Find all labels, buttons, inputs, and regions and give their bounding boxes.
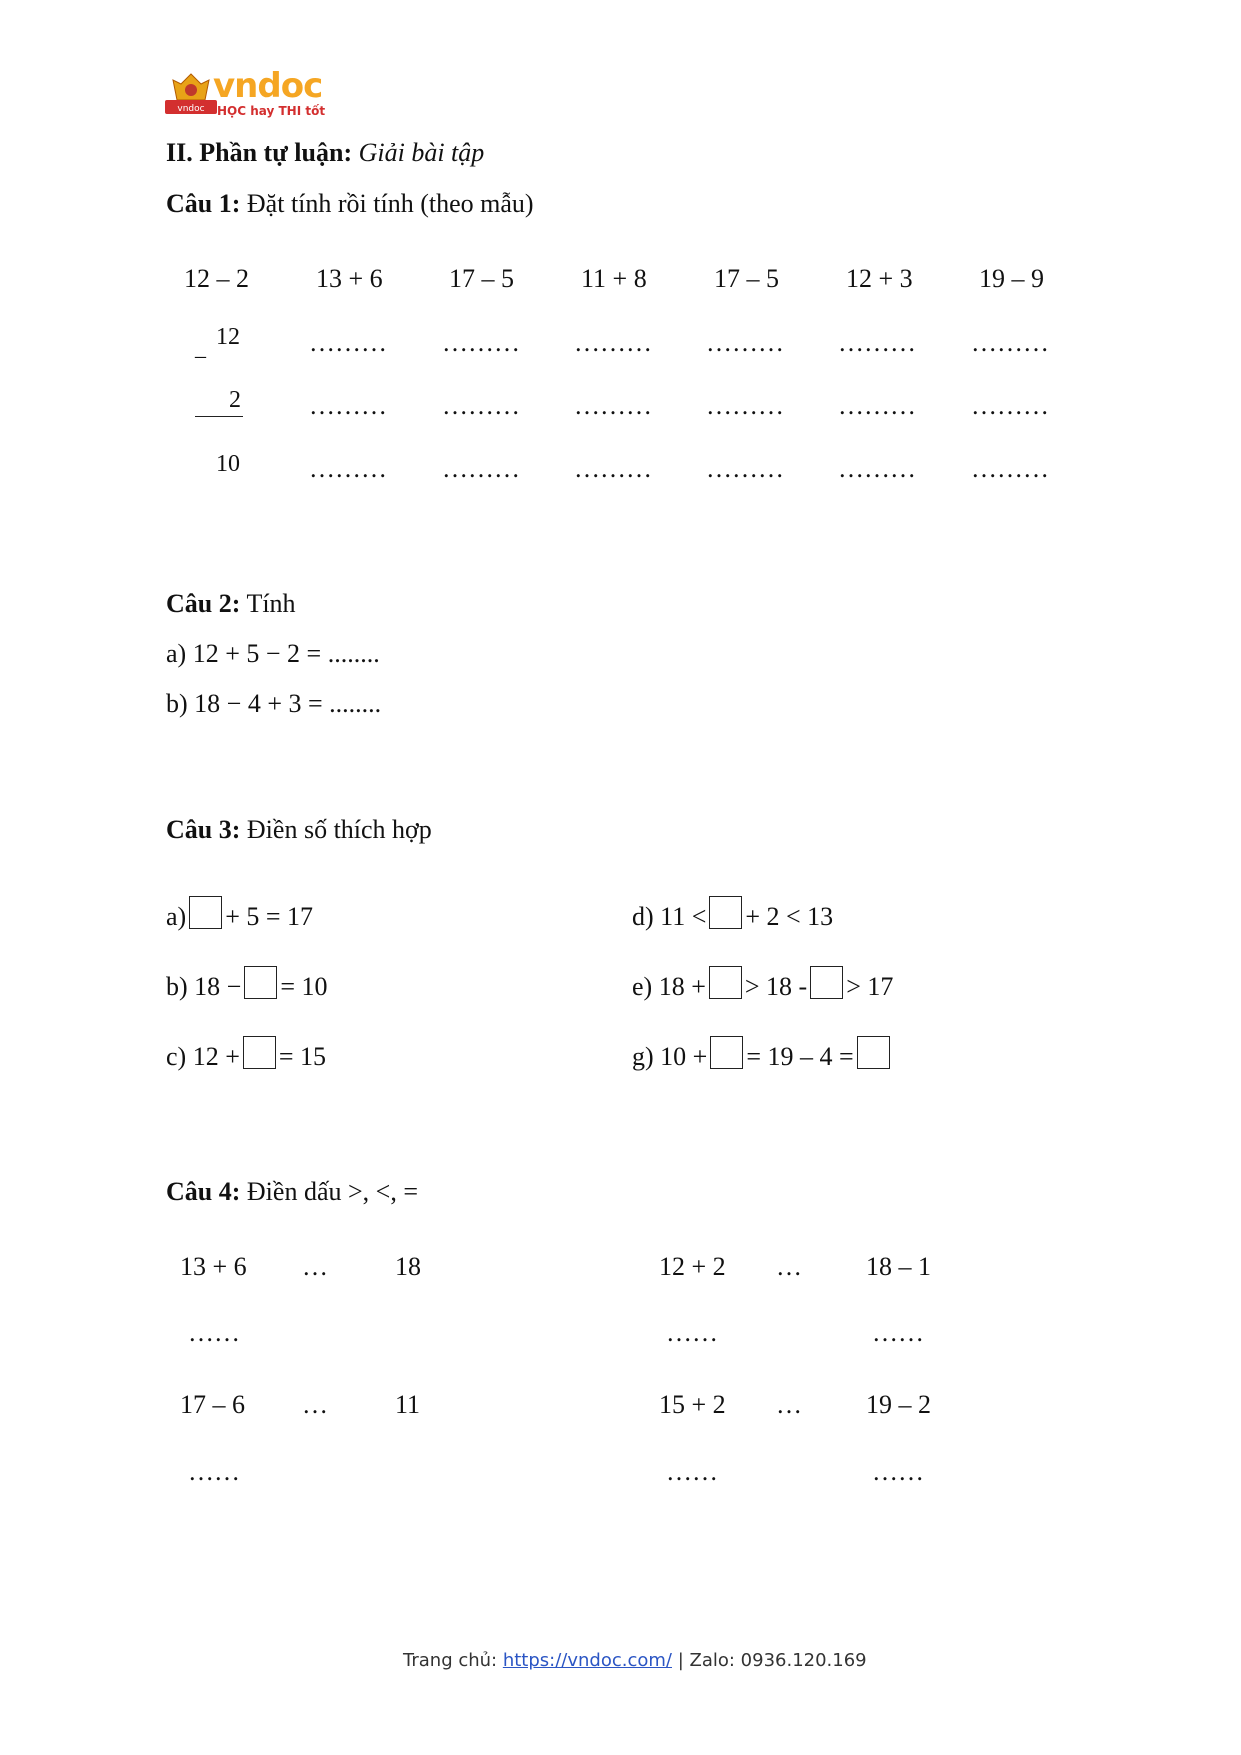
q2-label: Câu 2: [166, 589, 241, 618]
q4-sign-slot: … [776, 1390, 802, 1419]
q1-dots: ……… [574, 454, 652, 483]
q4-expr: 15 + 2 [659, 1390, 726, 1419]
q4-sign-slot: … [776, 1252, 802, 1281]
q1-example-top: 12 [216, 324, 240, 350]
q3-heading [166, 815, 432, 845]
q1-dots: ……… [442, 328, 520, 357]
q1-dots: ……… [971, 391, 1049, 420]
section-subtitle: Giải bài tập [358, 138, 485, 167]
q4-dots: …… [188, 1457, 240, 1486]
q4-expr: 18 [395, 1252, 421, 1281]
q4-dots: …… [188, 1318, 240, 1347]
section-heading [166, 138, 484, 168]
q1-dots: ……… [574, 391, 652, 420]
q1-dots: ……… [838, 391, 916, 420]
q1-dots: ……… [442, 454, 520, 483]
q1-label: Câu 1: [166, 189, 241, 218]
q1-example-bottom: 2 [229, 387, 241, 413]
q1-dots: ……… [706, 391, 784, 420]
q4-expr: 11 [395, 1390, 421, 1419]
logo-emblem-icon [165, 70, 217, 120]
q4-expr: 19 – 2 [866, 1390, 931, 1419]
q4-dots: …… [666, 1318, 718, 1347]
answer-box[interactable] [810, 966, 843, 999]
q1-problem-1: 12 – 2 [184, 264, 249, 293]
q4-heading [166, 1177, 418, 1207]
q1-example-minus: _ [195, 335, 206, 360]
q2-heading [166, 589, 296, 619]
q1-dots: ……… [309, 328, 387, 357]
q1-dots: ……… [309, 391, 387, 420]
q1-problem-3: 17 – 5 [449, 264, 514, 293]
svg-text:vndoc: vndoc [177, 104, 205, 114]
q4-dots: …… [666, 1457, 718, 1486]
q1-dots: ……… [706, 454, 784, 483]
logo-slogan: HỌC hay THI tốt [217, 104, 326, 118]
q1-dots: ……… [309, 454, 387, 483]
q1-problem-7: 19 – 9 [979, 264, 1044, 293]
q2-item-b: b) 18 − 4 + 3 = ........ [166, 689, 382, 718]
q4-sign-slot: … [302, 1252, 328, 1281]
logo [165, 66, 326, 122]
answer-box[interactable] [709, 896, 742, 929]
q3-item-e: e) 18 + > 18 - > 17 [632, 966, 893, 1002]
q1-problem-4: 11 + 8 [581, 264, 647, 293]
answer-box[interactable] [857, 1036, 890, 1069]
q3-item-c: c) 12 + = 15 [166, 1036, 326, 1072]
footer-link[interactable]: https://vndoc.com/ [502, 1650, 672, 1671]
q1-dots: ……… [838, 328, 916, 357]
q2-text: Tính [246, 589, 296, 618]
answer-box[interactable] [244, 966, 277, 999]
answer-box[interactable] [709, 966, 742, 999]
q4-text: Điền dấu >, <, = [246, 1177, 418, 1206]
answer-box[interactable] [189, 896, 222, 929]
q3-item-g: g) 10 + = 19 – 4 = [632, 1036, 893, 1072]
q1-example-rule [195, 416, 243, 417]
q1-dots: ……… [971, 328, 1049, 357]
footer-suffix: | Zalo: 0936.120.169 [672, 1650, 867, 1671]
q3-item-d: d) 11 < + 2 < 13 [632, 896, 833, 932]
logo-brand: vndoc [213, 66, 323, 106]
q3-item-b: b) 18 − = 10 [166, 966, 328, 1002]
q1-problem-6: 12 + 3 [846, 264, 913, 293]
q1-example-result: 10 [216, 451, 240, 477]
q4-dots: …… [872, 1318, 924, 1347]
q4-label: Câu 4: [166, 1177, 241, 1206]
q3-item-a: a) + 5 = 17 [166, 896, 313, 932]
section-title: II. Phần tự luận: [166, 138, 353, 167]
q1-problem-2: 13 + 6 [316, 264, 383, 293]
q4-expr: 12 + 2 [659, 1252, 726, 1281]
q4-sign-slot: … [302, 1390, 328, 1419]
answer-box[interactable] [243, 1036, 276, 1069]
q4-expr: 18 – 1 [866, 1252, 931, 1281]
answer-box[interactable] [710, 1036, 743, 1069]
q1-heading [166, 189, 534, 219]
q2-item-a: a) 12 + 5 − 2 = ........ [166, 639, 380, 668]
q4-dots: …… [872, 1457, 924, 1486]
q1-text: Đặt tính rồi tính (theo mẫu) [246, 189, 534, 218]
q3-text: Điền số thích hợp [246, 815, 432, 844]
q1-dots: ……… [971, 454, 1049, 483]
q1-dots: ……… [838, 454, 916, 483]
footer-prefix: Trang chủ: [403, 1650, 503, 1671]
q1-problem-5: 17 – 5 [714, 264, 779, 293]
q4-expr: 13 + 6 [180, 1252, 247, 1281]
q3-label: Câu 3: [166, 815, 241, 844]
q1-dots: ……… [574, 328, 652, 357]
footer [403, 1650, 867, 1671]
q1-dots: ……… [706, 328, 784, 357]
q4-expr: 17 – 6 [180, 1390, 245, 1419]
q1-dots: ……… [442, 391, 520, 420]
